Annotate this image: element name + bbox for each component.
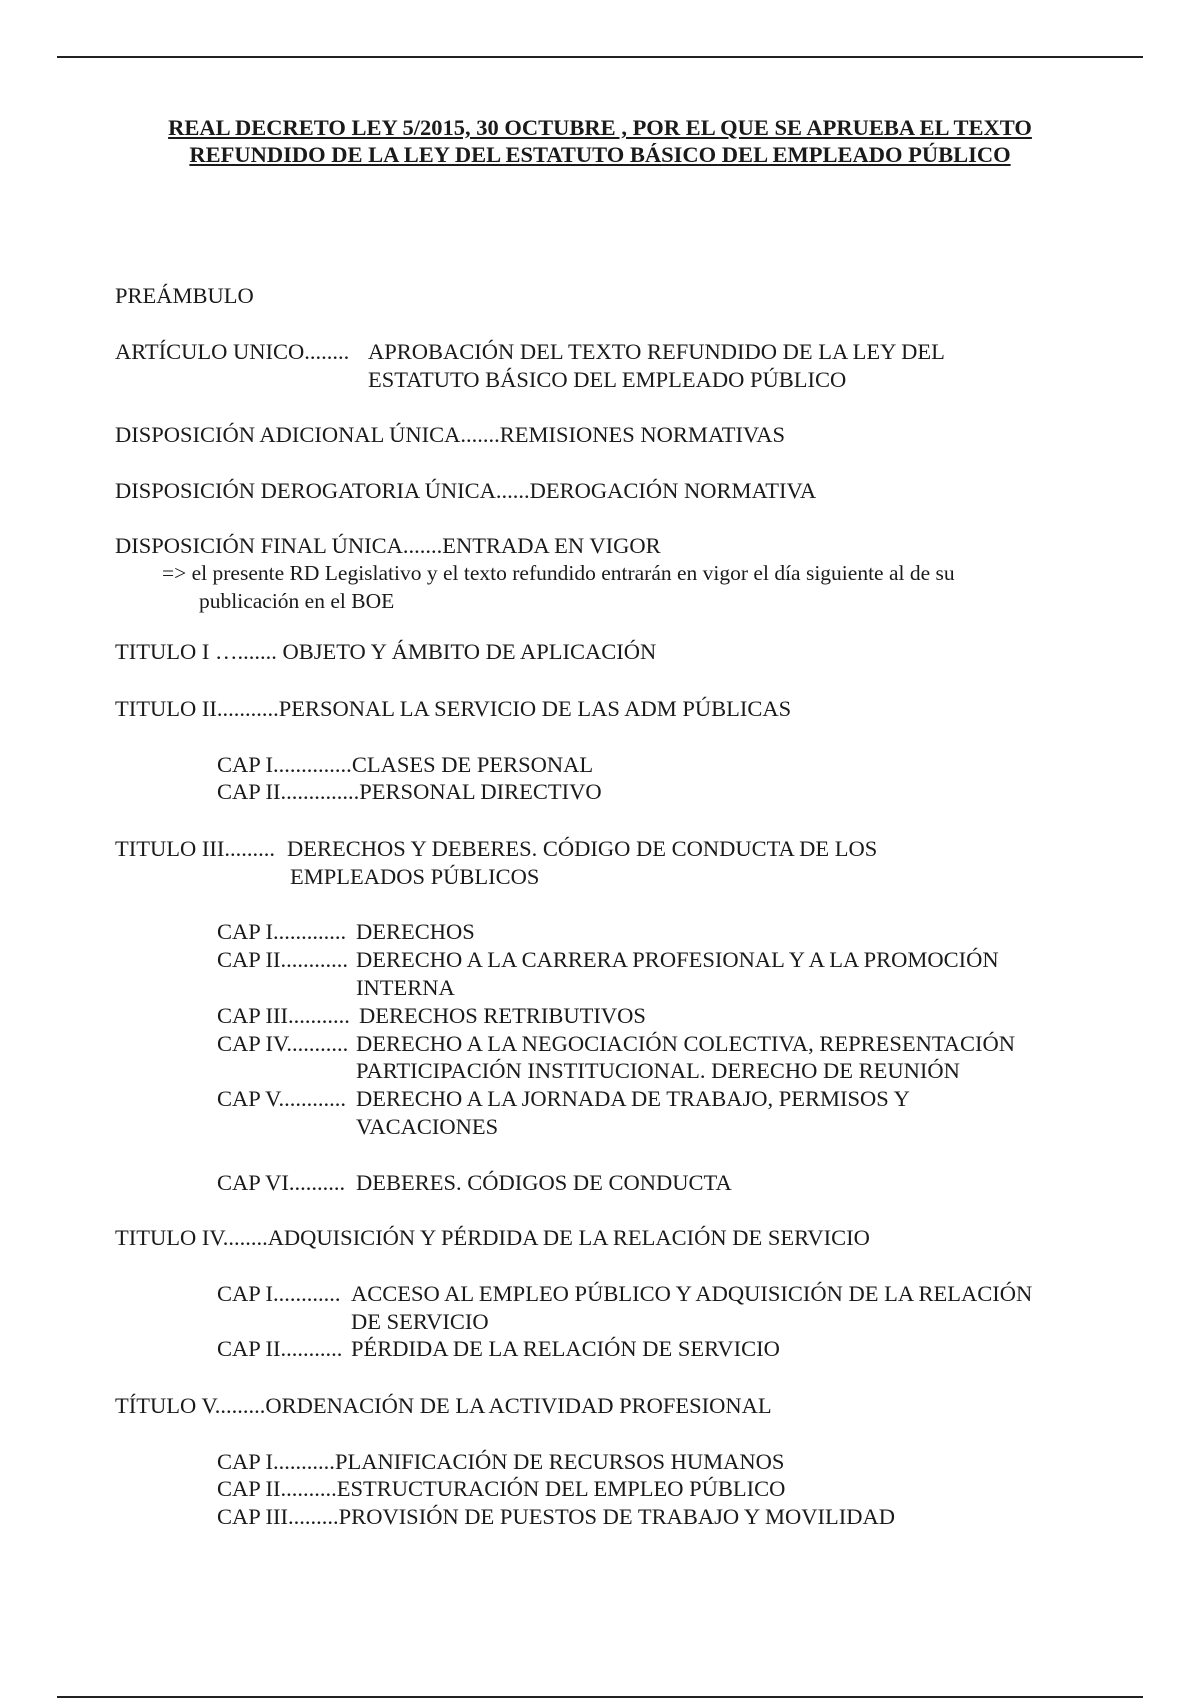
title-line-1: REAL DECRETO LEY 5/2015, 30 OCTUBRE , POR EL QUE SE APRUEBA EL TEXTO — [168, 115, 1032, 140]
cap-label: CAP I........... — [217, 1449, 335, 1474]
cap-text: PROVISIÓN DE PUESTOS DE TRABAJO Y MOVILIDAD — [338, 1504, 895, 1529]
disposicion-final-note-1: => el presente RD Legislativo y el texto refundido entrarán en vigor el día siguiente al de su — [162, 561, 955, 585]
cap-text: PERSONAL DIRECTIVO — [359, 779, 602, 804]
titulo-1: TITULO I …....... OBJETO Y ÁMBITO DE APLICACIÓN — [115, 639, 657, 664]
titulo-3-cap-4-text-1: DERECHO A LA NEGOCIACIÓN COLECTIVA, REPRESENTACIÓN — [356, 1031, 1016, 1056]
titulo-3-cap-2-text-2: INTERNA — [356, 975, 455, 1000]
titulo-5-cap-3 — [217, 1503, 895, 1530]
disposicion-adicional: DISPOSICIÓN ADICIONAL ÚNICA.......REMISIONES NORMATIVAS — [115, 422, 786, 447]
titulo-4-cap-1-text-2: DE SERVICIO — [351, 1309, 489, 1334]
titulo-2: TITULO II...........PERSONAL LA SERVICIO DE LAS ADM PÚBLICAS — [115, 696, 792, 721]
titulo-3-cap-6-label: CAP VI.......... — [217, 1170, 346, 1195]
articulo-unico-text-1: APROBACIÓN DEL TEXTO REFUNDIDO DE LA LEY DEL — [368, 339, 945, 364]
titulo-2-cap-1 — [217, 751, 593, 778]
titulo-3-cap-6-text: DEBERES. CÓDIGOS DE CONDUCTA — [356, 1170, 732, 1195]
cap-text: PLANIFICACIÓN DE RECURSOS HUMANOS — [334, 1449, 785, 1474]
articulo-unico-label: ARTÍCULO UNICO........ — [115, 339, 350, 364]
cap-label: CAP I.............. — [217, 752, 352, 777]
titulo-4-cap-1-text-1: ACCESO AL EMPLEO PÚBLICO Y ADQUISICIÓN DE LA RELACIÓN — [351, 1281, 1033, 1306]
disposicion-final-note-2: publicación en el BOE — [199, 589, 395, 613]
titulo-3-cap-4-label: CAP IV........... — [217, 1031, 349, 1056]
titulo-3-cap-1-text: DERECHOS — [356, 919, 475, 944]
titulo-5-cap-1 — [217, 1448, 784, 1475]
titulo-3-cap-5-text-1: DERECHO A LA JORNADA DE TRABAJO, PERMISOS Y — [356, 1086, 910, 1111]
titulo-5: TÍTULO V.........ORDENACIÓN DE LA ACTIVIDAD PROFESIONAL — [115, 1393, 772, 1418]
titulo-3-cap-2-text-1: DERECHO A LA CARRERA PROFESIONAL Y A LA PROMOCIÓN — [356, 947, 999, 972]
preambulo-heading: PREÁMBULO — [115, 283, 254, 308]
header-rule — [57, 56, 1143, 58]
titulo-3-cap-5-label: CAP V............ — [217, 1086, 347, 1111]
titulo-3-cap-2-label: CAP II............ — [217, 947, 349, 972]
titulo-4-cap-2-text: PÉRDIDA DE LA RELACIÓN DE SERVICIO — [351, 1336, 780, 1361]
disposicion-derogatoria: DISPOSICIÓN DEROGATORIA ÚNICA......DEROGACIÓN NORMATIVA — [115, 478, 817, 503]
footer-rule — [57, 1696, 1143, 1698]
titulo-3-cap-3-text: DERECHOS RETRIBUTIVOS — [359, 1003, 646, 1028]
titulo-5-cap-2 — [217, 1475, 785, 1502]
disposicion-final: DISPOSICIÓN FINAL ÚNICA.......ENTRADA EN VIGOR — [115, 533, 661, 558]
titulo-3-text-1: DERECHOS Y DEBERES. CÓDIGO DE CONDUCTA DE LOS — [287, 836, 878, 861]
document-title — [100, 114, 1100, 168]
titulo-3-cap-4-text-2: PARTICIPACIÓN INSTITUCIONAL. DERECHO DE REUNIÓN — [356, 1058, 960, 1083]
cap-text: ESTRUCTURACIÓN DEL EMPLEO PÚBLICO — [336, 1476, 786, 1501]
titulo-3-cap-3-label: CAP III........... — [217, 1003, 350, 1028]
title-line-2: REFUNDIDO DE LA LEY DEL ESTATUTO BÁSICO DEL EMPLEADO PÚBLICO — [189, 142, 1011, 167]
titulo-4-cap-2-label: CAP II........... — [217, 1336, 343, 1361]
titulo-3-text-2: EMPLEADOS PÚBLICOS — [290, 864, 540, 889]
titulo-3-label: TITULO III......... — [115, 836, 275, 861]
titulo-4-cap-1-label: CAP I............ — [217, 1281, 341, 1306]
articulo-unico-text-2: ESTATUTO BÁSICO DEL EMPLEADO PÚBLICO — [368, 367, 847, 392]
cap-text: CLASES DE PERSONAL — [351, 752, 594, 777]
titulo-4: TITULO IV........ADQUISICIÓN Y PÉRDIDA DE LA RELACIÓN DE SERVICIO — [115, 1225, 870, 1250]
cap-label: CAP II.............. — [217, 779, 360, 804]
titulo-3-cap-1-label: CAP I............. — [217, 919, 347, 944]
cap-label: CAP III......... — [217, 1504, 339, 1529]
titulo-2-cap-2 — [217, 778, 602, 805]
titulo-3-cap-5-text-2: VACACIONES — [356, 1114, 499, 1139]
cap-label: CAP II.......... — [217, 1476, 337, 1501]
